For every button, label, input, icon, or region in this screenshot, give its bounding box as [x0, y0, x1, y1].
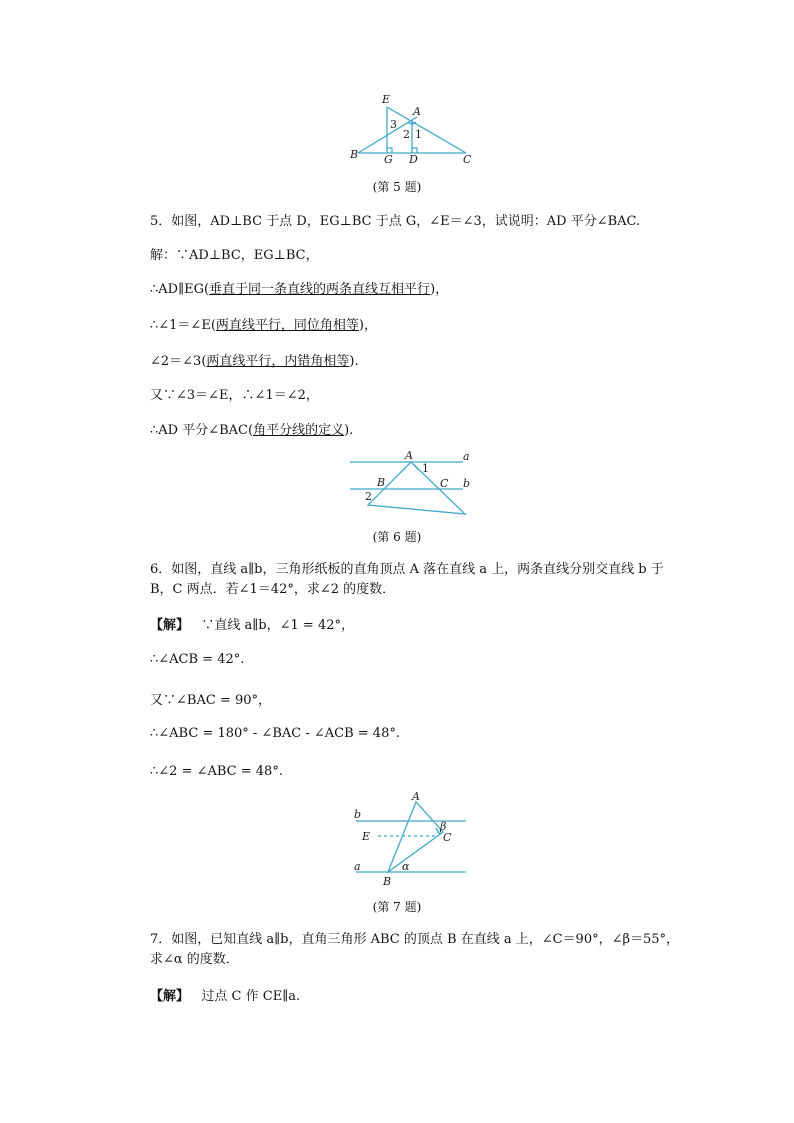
label-angle-3: 3: [390, 118, 397, 131]
q6-line-3: 又∵∠BAC = 90°，: [150, 693, 271, 708]
label-b: b: [354, 808, 362, 821]
q5-line-4-post: ).: [349, 354, 359, 369]
label-G: G: [384, 153, 393, 166]
q6-line-5: ∴∠2 = ∠ABC = 48°.: [150, 764, 283, 779]
q5-line-3-answer: 两直线平行，同位角相等: [215, 318, 359, 333]
q6-stem: 6．如图，直线 a∥b，三角形纸板的直角顶点 A 落在直线 a 上，两条直线分别交直线 b 于 B，C 两点．若∠1＝42°，求∠2 的度数．: [150, 562, 664, 597]
label-D: D: [409, 153, 418, 166]
q6-line-2: ∴∠ACB = 42°.: [150, 652, 245, 667]
figure-5-diagram: [340, 92, 480, 167]
label-B: B: [377, 476, 386, 489]
label-A: A: [413, 105, 421, 118]
figure-6-diagram: [345, 448, 475, 520]
label-b: b: [463, 477, 471, 490]
q6-line-1: [150, 614, 354, 633]
q5-line-4: [150, 350, 359, 369]
figure-7-diagram: [348, 790, 473, 888]
label-a: a: [354, 860, 361, 873]
label-alpha: α: [402, 860, 410, 873]
q5-line-2-answer: 垂直于同一条直线的两条直线互相平行: [209, 282, 431, 297]
label-E: E: [362, 830, 371, 843]
q5-line-6-answer: 角平分线的定义: [253, 423, 345, 438]
q5-line-2-post: )，: [430, 282, 449, 297]
label-C: C: [443, 831, 452, 844]
q7-line-1-text: 过点 C 作 CE∥a.: [201, 989, 301, 1004]
label-A: A: [405, 449, 413, 462]
q5-line-1: 解：∵AD⊥BC，EG⊥BC，: [150, 248, 319, 263]
q5-line-5: 又∵∠3＝∠E，∴∠1＝∠2，: [150, 388, 319, 403]
label-angle-2: 2: [365, 490, 372, 503]
figure-6: [345, 448, 475, 520]
line-EC: [387, 107, 466, 153]
figure-6-caption: (第 6 题): [372, 530, 422, 544]
label-angle-1: 1: [415, 128, 422, 141]
label-a: a: [463, 450, 470, 463]
figure-7: [348, 790, 473, 888]
q5-stem: 5．如图，AD⊥BC 于点 D，EG⊥BC 于点 G，∠E＝∠3，试说明：AD 平分∠BAC.: [150, 214, 641, 229]
q5-line-6-pre: ∴AD 平分∠BAC(: [150, 423, 254, 438]
label-C: C: [463, 153, 472, 166]
q5-line-3-pre: ∴∠1＝∠E(: [150, 318, 216, 333]
q5-line-4-answer: 两直线平行，内错角相等: [206, 354, 350, 369]
q5-line-2-pre: ∴AD∥EG(: [150, 282, 210, 297]
figure-7-caption: (第 7 题): [372, 900, 422, 914]
figure-5: [340, 92, 480, 167]
label-angle-1: 1: [422, 462, 429, 475]
label-C: C: [440, 477, 449, 490]
q6-line-4: ∴∠ABC = 180° - ∠BAC - ∠ACB = 48°.: [150, 726, 400, 741]
q7-stem: 7．如图，已知直线 a∥b，直角三角形 ABC 的顶点 B 在直线 a 上，∠C＝90°，∠β＝55°，求∠α 的度数．: [150, 932, 680, 967]
triangle-ABC: [388, 802, 443, 872]
q5-line-6-post: ).: [344, 423, 354, 438]
q7-solution-tag: 【解】: [150, 989, 190, 1004]
label-B: B: [350, 148, 359, 161]
label-beta: β: [440, 820, 447, 833]
figure-5-caption: (第 5 题): [372, 180, 422, 194]
q5-line-2: [150, 278, 448, 297]
label-angle-2: 2: [403, 128, 410, 141]
q5-line-4-pre: ∠2＝∠3(: [150, 354, 207, 369]
q6-line-1-text: ∵直线 a∥b，∠1 = 42°，: [201, 618, 354, 633]
q6-solution-tag: 【解】: [150, 618, 190, 633]
q7-line-1: [150, 985, 300, 1004]
label-A: A: [412, 790, 420, 803]
q5-line-3-post: )，: [358, 318, 377, 333]
q5-line-6: [150, 419, 353, 438]
label-E: E: [382, 93, 391, 106]
angle-mark-1: [415, 466, 419, 470]
q5-line-3: [150, 314, 377, 333]
label-B: B: [383, 875, 392, 888]
